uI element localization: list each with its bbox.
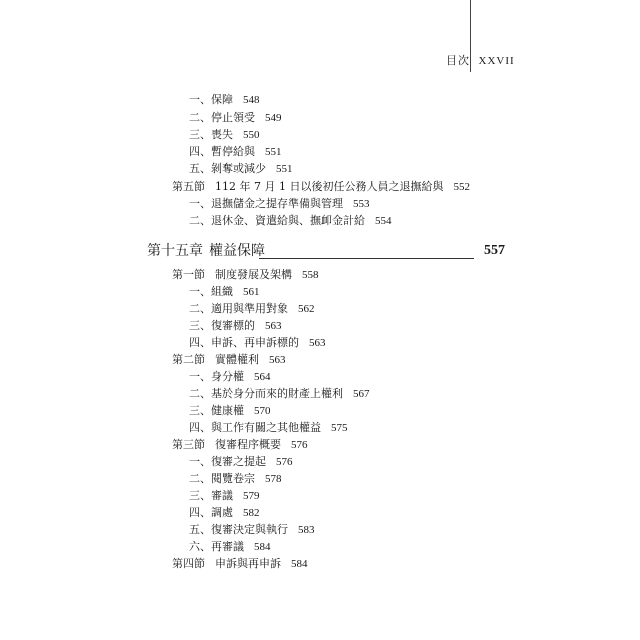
toc-entry-page: 584 (291, 558, 308, 570)
toc-entry[interactable] (189, 421, 348, 435)
toc-entry-title: 二、停止領受 (189, 111, 255, 124)
toc-entry-title: 三、喪失 (189, 128, 233, 141)
toc-entry-page: 575 (331, 422, 348, 434)
toc-section-entry[interactable] (172, 557, 308, 571)
toc-entry-title: 一、身分權 (189, 370, 244, 383)
toc-entry-title: 三、復審標的 (189, 319, 255, 332)
toc-entry-title: 五、剝奪或減少 (189, 162, 266, 175)
toc-entry-title: 一、保障 (189, 93, 233, 106)
toc-entry[interactable] (189, 302, 315, 316)
running-header (446, 52, 515, 68)
toc-section-entry[interactable] (172, 353, 286, 367)
chapter-page: 557 (484, 243, 505, 258)
toc-entry-page: 561 (243, 286, 260, 298)
toc-entry-title: 一、退撫儲金之提存準備與管理 (189, 197, 343, 210)
toc-entry-title: 一、復審之提起 (189, 455, 266, 468)
toc-entry[interactable] (189, 111, 282, 125)
toc-entry-page: 551 (265, 146, 282, 158)
toc-entry-page: 578 (265, 473, 282, 485)
toc-entry-page: 562 (298, 303, 315, 315)
toc-entry[interactable] (189, 370, 271, 384)
toc-entry-page: 552 (453, 181, 470, 193)
toc-entry-title: 四、暫停給與 (189, 145, 255, 158)
toc-entry-title: 四、申訴、再申訴標的 (189, 336, 299, 349)
toc-entry[interactable] (189, 197, 370, 211)
chapter-title: 權益保障 (209, 243, 265, 259)
toc-entry-page: 576 (276, 456, 293, 468)
toc-entry-page: 582 (243, 507, 260, 519)
toc-entry-page: 558 (302, 269, 319, 281)
toc-entry[interactable] (189, 336, 326, 350)
toc-entry-page: 563 (265, 320, 282, 332)
toc-entry[interactable] (189, 128, 260, 142)
toc-entry-title: 二、退休金、資遣給與、撫卹金計給 (189, 214, 365, 227)
toc-entry[interactable] (189, 214, 392, 228)
toc-entry[interactable] (189, 523, 315, 537)
toc-entry-page: 567 (353, 388, 370, 400)
toc-section-entry[interactable] (172, 438, 308, 452)
toc-section-label: 第三節 (172, 438, 205, 451)
toc-entry-page: 563 (269, 354, 286, 366)
toc-entry-page: 548 (243, 94, 260, 106)
toc-entry-page: 576 (291, 439, 308, 451)
toc-entry-page: 550 (243, 129, 260, 141)
toc-entry-page: 551 (276, 163, 293, 175)
toc-entry-title: 五、復審決定與執行 (189, 523, 288, 536)
toc-entry[interactable] (189, 404, 271, 418)
toc-entry-title: 112 年 7 月 1 日以後初任公務人員之退撫給與 (215, 180, 444, 193)
toc-section-entry[interactable] (172, 180, 470, 194)
toc-entry-title: 申訴與再申訴 (215, 557, 281, 570)
toc-entry-page: 564 (254, 371, 271, 383)
toc-entry-page: 549 (265, 112, 282, 124)
toc-entry-title: 四、與工作有關之其他權益 (189, 421, 321, 434)
toc-section-label: 第二節 (172, 353, 205, 366)
toc-entry[interactable] (189, 472, 282, 486)
toc-entry-title: 四、調處 (189, 506, 233, 519)
toc-entry[interactable] (189, 145, 282, 159)
toc-entry[interactable] (189, 489, 260, 503)
toc-entry-title: 二、基於身分而來的財產上權利 (189, 387, 343, 400)
toc-entry-page: 583 (298, 524, 315, 536)
toc-entry[interactable] (189, 506, 260, 520)
toc-entry-title: 一、組織 (189, 285, 233, 298)
header-page-number: XXVII (478, 55, 515, 67)
toc-section-label: 第五節 (172, 180, 205, 193)
chapter-heading[interactable] (147, 243, 505, 259)
toc-entry-title: 二、適用與準用對象 (189, 302, 288, 315)
toc-entry-title: 三、健康權 (189, 404, 244, 417)
toc-entry[interactable] (189, 455, 293, 469)
toc-entry-title: 二、閱覽卷宗 (189, 472, 255, 485)
toc-entry[interactable] (189, 540, 271, 554)
chapter-label: 第十五章 (147, 243, 203, 259)
toc-entry[interactable] (189, 319, 282, 333)
toc-entry-title: 復審程序概要 (215, 438, 281, 451)
toc-entry-title: 六、再審議 (189, 540, 244, 553)
toc-entry-page: 579 (243, 490, 260, 502)
toc-section-label: 第一節 (172, 268, 205, 281)
toc-entry[interactable] (189, 387, 370, 401)
toc-entry[interactable] (189, 285, 260, 299)
toc-entry-page: 584 (254, 541, 271, 553)
toc-entry-title: 實體權利 (215, 353, 259, 366)
header-label: 目次 (446, 54, 470, 67)
toc-section-label: 第四節 (172, 557, 205, 570)
chapter-rule (259, 258, 474, 259)
toc-entry-page: 563 (309, 337, 326, 349)
toc-entry-page: 554 (375, 215, 392, 227)
toc-entry-page: 570 (254, 405, 271, 417)
toc-entry-page: 553 (353, 198, 370, 210)
toc-entry-title: 制度發展及架構 (215, 268, 292, 281)
toc-entry-title: 三、審議 (189, 489, 233, 502)
toc-entry[interactable] (189, 162, 293, 176)
toc-entry[interactable] (189, 93, 260, 107)
toc-section-entry[interactable] (172, 268, 319, 282)
